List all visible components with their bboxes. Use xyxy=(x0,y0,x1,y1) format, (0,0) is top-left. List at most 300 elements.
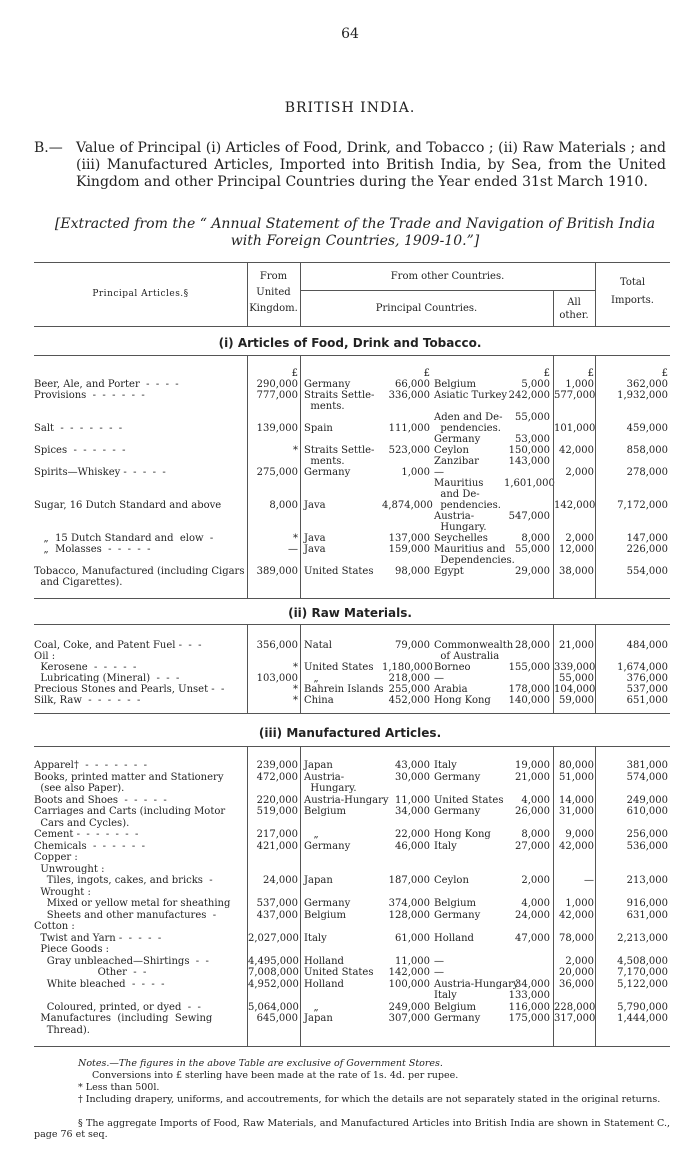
cell-tot: 256,000 xyxy=(626,829,668,840)
header-principal-articles: Principal Articles.§ xyxy=(92,289,189,299)
cell-v1: 1,000 xyxy=(401,467,430,478)
cell-uk: 437,000 xyxy=(256,909,298,921)
cell-v2: 175,000 xyxy=(508,1013,550,1024)
cell-art: Coal, Coke, and Patent Fuel - - - xyxy=(34,640,202,651)
cell-oth: 38,000 xyxy=(559,566,594,577)
cell-oth: 42,000 xyxy=(559,909,594,921)
cell-v1: 249,000 xyxy=(388,1001,430,1013)
currency-symbol: £ xyxy=(423,368,430,379)
cell-art: Coloured, printed, or dyed - - xyxy=(34,1001,201,1013)
cell-c1: Belgium xyxy=(304,909,346,921)
cell-v2: 29,000 xyxy=(515,566,550,577)
cell-tot: 1,674,000 xyxy=(617,662,668,673)
cell-art: Beer, Ale, and Porter - - - - xyxy=(34,379,179,390)
cell-v1: 4,874,000 xyxy=(382,500,433,511)
cell-art: Spices - - - - - - xyxy=(34,445,126,456)
cell-oth: 42,000 xyxy=(559,840,594,852)
cell-c2: Italy xyxy=(434,990,457,1001)
cell-v1: 128,000 xyxy=(388,909,430,921)
cell-uk: 4,495,000 xyxy=(248,955,299,967)
cell-oth: 339,000 xyxy=(554,662,596,673)
cell-c2: Hungary. xyxy=(434,522,487,533)
cell-uk: 519,000 xyxy=(256,806,298,817)
cell-art: Mixed or yellow metal for sheathing xyxy=(34,898,231,909)
cell-v2: 8,000 xyxy=(521,829,550,840)
cell-art: Cement - - - - - - - xyxy=(34,829,139,840)
cell-v2: 178,000 xyxy=(508,684,550,695)
cell-c2: Hong Kong xyxy=(434,695,491,706)
cell-c1: China xyxy=(304,695,334,706)
cell-v1: 187,000 xyxy=(388,875,430,886)
cell-c1: ments. xyxy=(304,456,345,467)
cell-c2: Zanzibar xyxy=(434,456,479,467)
cell-c2: Asiatic Turkey xyxy=(434,390,508,401)
cell-oth: 55,000 xyxy=(559,673,594,684)
cell-art: Wrought : xyxy=(34,886,91,898)
cell-uk: 777,000 xyxy=(256,390,298,401)
food-vr-1 xyxy=(247,355,248,598)
cell-c2: — xyxy=(434,955,444,967)
cell-art: Cotton : xyxy=(34,921,75,932)
cell-c1: Java xyxy=(304,500,326,511)
cell-oth: 14,000 xyxy=(559,794,594,806)
cell-c2: Seychelles xyxy=(434,533,488,544)
header-from-uk-2: United xyxy=(256,287,291,298)
cell-c2: Hong Kong xyxy=(434,829,491,840)
cell-tot: 1,444,000 xyxy=(617,1013,668,1024)
table-bottom-rule xyxy=(34,1046,670,1047)
cell-c2: Aden and De- xyxy=(434,412,503,423)
cell-c2: Arabia xyxy=(434,684,468,695)
cell-c1: „ xyxy=(304,673,319,684)
cell-art: Gray unbleached—Shirtings - - xyxy=(34,955,209,967)
currency-symbol: £ xyxy=(291,368,298,379)
currency-symbol: £ xyxy=(587,368,594,379)
cell-tot: 2,213,000 xyxy=(617,932,668,944)
cell-v2: 155,000 xyxy=(508,662,550,673)
cell-art: Tobacco, Manufactured (including Cigars xyxy=(34,566,245,577)
section-man-rule xyxy=(34,746,670,747)
cell-v2: 116,000 xyxy=(508,1001,550,1013)
cell-oth: 20,000 xyxy=(559,967,594,978)
cell-v2: 547,000 xyxy=(508,511,550,522)
header-principal-countries: Principal Countries. xyxy=(375,303,478,314)
cell-oth: 2,000 xyxy=(565,955,594,967)
man-vr-1 xyxy=(247,746,248,1046)
cell-oth: 317,000 xyxy=(554,1013,596,1024)
cell-art: White bleached - - - - xyxy=(34,978,165,990)
cell-tot: 651,000 xyxy=(626,695,668,706)
cell-c2: Belgium xyxy=(434,1001,476,1013)
header-total-1: Total xyxy=(619,277,646,288)
cell-v2: 55,000 xyxy=(515,412,550,423)
cell-c1: Holland xyxy=(304,978,344,990)
cell-tot: 376,000 xyxy=(626,673,668,684)
cell-v1: 46,000 xyxy=(395,840,430,852)
cell-uk: 7,008,000 xyxy=(248,967,299,978)
cell-art: Chemicals - - - - - - xyxy=(34,840,146,852)
cell-c1: Straits Settle- xyxy=(304,390,375,401)
cell-art: Unwrought : xyxy=(34,863,105,875)
cell-c2: Ceylon xyxy=(434,445,469,456)
cell-c1: United States xyxy=(304,967,374,978)
cell-uk: 24,000 xyxy=(263,875,298,886)
cell-c1: ments. xyxy=(304,401,345,412)
section-raw-title: (ii) Raw Materials. xyxy=(288,606,412,620)
cell-v1: 11,000 xyxy=(395,794,430,806)
cell-tot: 858,000 xyxy=(626,445,668,456)
intro-lead: B.— xyxy=(34,140,63,156)
header-top-rule xyxy=(34,262,670,263)
header-total-2: Imports. xyxy=(611,295,654,306)
cell-uk: 4,952,000 xyxy=(248,978,299,990)
cell-uk: 421,000 xyxy=(256,840,298,852)
cell-c1: Natal xyxy=(304,640,332,651)
cell-v1: 100,000 xyxy=(388,978,430,990)
cell-c2: Belgium xyxy=(434,379,476,390)
cell-v2: 242,000 xyxy=(508,390,550,401)
cell-c2: Ceylon xyxy=(434,875,469,886)
cell-v2: 27,000 xyxy=(515,840,550,852)
cell-c2: pendencies. xyxy=(434,500,501,511)
cell-v1: 61,000 xyxy=(395,932,430,944)
cell-tot: 554,000 xyxy=(626,566,668,577)
cell-uk: 290,000 xyxy=(256,379,298,390)
cell-v1: 43,000 xyxy=(395,760,430,771)
cell-c1: Japan xyxy=(304,1013,333,1024)
cell-uk: 2,027,000 xyxy=(248,932,299,944)
cell-oth: 80,000 xyxy=(559,760,594,771)
header-all-other-2: other. xyxy=(559,310,589,321)
cell-c2: Mauritius xyxy=(434,478,484,489)
cell-tot: 7,170,000 xyxy=(617,967,668,978)
cell-uk: * xyxy=(293,445,298,456)
cell-c2: Egypt xyxy=(434,566,464,577)
page-title: BRITISH INDIA. xyxy=(284,100,416,116)
cell-v1: 336,000 xyxy=(388,390,430,401)
cell-uk: 220,000 xyxy=(256,794,298,806)
cell-oth: 228,000 xyxy=(554,1001,596,1013)
cell-v1: 1,180,000 xyxy=(382,662,433,673)
header-mid-rule xyxy=(300,290,595,291)
cell-uk: * xyxy=(293,533,298,544)
cell-c2: Germany xyxy=(434,806,481,817)
cell-c2: Germany xyxy=(434,771,481,783)
cell-tot: 610,000 xyxy=(626,806,668,817)
intro-text: Value of Principal (i) Articles of Food, Drink, and Tobacco ; (ii) Raw Materials ; and (iii) Manufactured Articles, Imported into British India, by Sea, from the United Kingdom and other Principal Countries during the Year ended 31st March 1910. xyxy=(76,140,666,190)
note-2: * Less than 500l. xyxy=(78,1082,160,1093)
cell-c1: Germany xyxy=(304,467,351,478)
cell-uk: 103,000 xyxy=(256,673,298,684)
raw-vr-4 xyxy=(595,624,596,713)
cell-oth: 101,000 xyxy=(554,423,596,434)
cell-oth: 31,000 xyxy=(559,806,594,817)
source-note: [Extracted from the “ Annual Statement of the Trade and Navigation of British India with Foreign Countries, 1909-10.”] xyxy=(54,216,656,249)
cell-art: Tiles, ingots, cakes, and bricks - xyxy=(34,875,213,886)
cell-c1: Austria- xyxy=(304,771,345,783)
cell-c2: and De- xyxy=(434,489,480,500)
cell-v1: 218,000 xyxy=(388,673,430,684)
raw-vr-2 xyxy=(300,624,301,713)
cell-c1: Hungary. xyxy=(304,783,357,794)
cell-art: Other - - xyxy=(34,967,147,978)
cell-v2: 4,000 xyxy=(521,794,550,806)
cell-v2: 8,000 xyxy=(521,533,550,544)
cell-c1: Belgium xyxy=(304,806,346,817)
cell-art: Copper : xyxy=(34,852,78,863)
cell-v2: 55,000 xyxy=(515,544,550,555)
cell-c1: Java xyxy=(304,544,326,555)
cell-art: Provisions - - - - - - xyxy=(34,390,145,401)
cell-tot: 249,000 xyxy=(626,794,668,806)
cell-v2: 5,000 xyxy=(521,379,550,390)
cell-art: Carriages and Carts (including Motor xyxy=(34,806,226,817)
section-raw-rule xyxy=(34,624,670,625)
cell-tot: 147,000 xyxy=(626,533,668,544)
cell-c2: — xyxy=(434,467,444,478)
cell-c2: Belgium xyxy=(434,898,476,909)
cell-c1: Germany xyxy=(304,379,351,390)
cell-c2: — xyxy=(434,673,444,684)
cell-c2: Commonwealth xyxy=(434,640,514,651)
cell-v1: 142,000 xyxy=(388,967,430,978)
cell-c2: Germany xyxy=(434,434,481,445)
cell-art: Manufactures (including Sewing xyxy=(34,1013,213,1024)
header-bottom-rule xyxy=(34,326,670,327)
cell-c1: „ xyxy=(304,829,319,840)
cell-oth: 42,000 xyxy=(559,445,594,456)
cell-tot: 574,000 xyxy=(626,771,668,783)
cell-oth: 12,000 xyxy=(559,544,594,555)
man-vr-3 xyxy=(553,746,554,1046)
cell-c1: Holland xyxy=(304,955,344,967)
cell-c1: Bahrein Islands xyxy=(304,684,384,695)
cell-art: Books, printed matter and Stationery xyxy=(34,771,224,783)
cell-c2: Dependencies. xyxy=(434,555,515,566)
cell-v1: 137,000 xyxy=(388,533,430,544)
cell-c2: Holland xyxy=(434,932,474,944)
cell-c1: United States xyxy=(304,566,374,577)
cell-art: Precious Stones and Pearls, Unset - - xyxy=(34,684,225,695)
note-4: § The aggregate Imports of Food, Raw Materials, and Manufactured Articles into British India are shown in Statement C., page 76 et seq. xyxy=(34,1118,670,1140)
cell-c2: Austria-Hungary xyxy=(434,978,519,990)
cell-tot: 916,000 xyxy=(626,898,668,909)
cell-tot: 7,172,000 xyxy=(617,500,668,511)
cell-oth: 78,000 xyxy=(559,932,594,944)
cell-v1: 374,000 xyxy=(388,898,430,909)
man-vr-2 xyxy=(300,746,301,1046)
cell-v2: 28,000 xyxy=(515,640,550,651)
cell-c1: Spain xyxy=(304,423,333,434)
cell-tot: 226,000 xyxy=(626,544,668,555)
header-from-other: From other Countries. xyxy=(390,271,505,282)
note-0: Notes.—The figures in the above Table are exclusive of Government Stores. xyxy=(78,1058,443,1069)
cell-c1: Japan xyxy=(304,875,333,886)
intro-paragraph xyxy=(34,140,666,191)
cell-oth: 2,000 xyxy=(565,467,594,478)
cell-oth: 104,000 xyxy=(554,684,596,695)
cell-v2: 143,000 xyxy=(508,456,550,467)
cell-uk: * xyxy=(293,695,298,706)
cell-uk: 275,000 xyxy=(256,467,298,478)
section-food-title: (i) Articles of Food, Drink and Tobacco. xyxy=(218,336,482,350)
cell-uk: — xyxy=(288,544,298,555)
cell-c2: pendencies. xyxy=(434,423,501,434)
cell-v1: 452,000 xyxy=(388,695,430,706)
cell-c2: United States xyxy=(434,794,504,806)
header-from-uk-1: From xyxy=(259,271,288,282)
cell-v2: 53,000 xyxy=(515,434,550,445)
cell-uk: 645,000 xyxy=(256,1013,298,1024)
cell-uk: 8,000 xyxy=(269,500,298,511)
cell-v1: 307,000 xyxy=(388,1013,430,1024)
cell-v1: 22,000 xyxy=(395,829,430,840)
food-vr-2 xyxy=(300,355,301,598)
cell-v1: 11,000 xyxy=(395,955,430,967)
currency-symbol: £ xyxy=(661,368,668,379)
cell-v1: 79,000 xyxy=(395,640,430,651)
note-1: Conversions into £ sterling have been made at the rate of 1s. 4d. per rupee. xyxy=(92,1070,459,1081)
cell-v2: 26,000 xyxy=(515,806,550,817)
cell-art: Piece Goods : xyxy=(34,944,110,955)
cell-art: „ 15 Dutch Standard and elow - xyxy=(34,533,214,544)
note-3: † Including drapery, uniforms, and accoutrements, for which the details are not separately stated in the original returns. xyxy=(78,1094,661,1105)
cell-art: „ Molasses - - - - - xyxy=(34,544,151,555)
cell-uk: 356,000 xyxy=(256,640,298,651)
cell-v2: 19,000 xyxy=(515,760,550,771)
cell-c2: Austria- xyxy=(434,511,475,522)
cell-uk: 389,000 xyxy=(256,566,298,577)
raw-vr-1 xyxy=(247,624,248,713)
cell-uk: 217,000 xyxy=(256,829,298,840)
cell-tot: 631,000 xyxy=(626,909,668,921)
cell-art: Oil : xyxy=(34,651,56,662)
cell-tot: 537,000 xyxy=(626,684,668,695)
raw-vr-3 xyxy=(553,624,554,713)
food-vr-3 xyxy=(553,355,554,598)
cell-v2: 2,000 xyxy=(521,875,550,886)
cell-art: Kerosene - - - - - xyxy=(34,662,137,673)
cell-v1: 159,000 xyxy=(388,544,430,555)
cell-oth: 1,000 xyxy=(565,379,594,390)
cell-tot: 278,000 xyxy=(626,467,668,478)
cell-tot: 4,508,000 xyxy=(617,955,668,967)
cell-c1: Japan xyxy=(304,760,333,771)
cell-art: Twist and Yarn - - - - - xyxy=(34,932,162,944)
currency-symbol: £ xyxy=(543,368,550,379)
section-food-rule xyxy=(34,355,670,356)
cell-v1: 111,000 xyxy=(388,423,430,434)
cell-c2: Germany xyxy=(434,909,481,921)
cell-v1: 255,000 xyxy=(388,684,430,695)
cell-tot: 484,000 xyxy=(626,640,668,651)
cell-uk: 139,000 xyxy=(256,423,298,434)
cell-v1: 98,000 xyxy=(395,566,430,577)
man-vr-4 xyxy=(595,746,596,1046)
cell-v2: 133,000 xyxy=(508,990,550,1001)
cell-oth: 36,000 xyxy=(559,978,594,990)
cell-uk: 472,000 xyxy=(256,771,298,783)
cell-uk: 239,000 xyxy=(256,760,298,771)
cell-c1: Austria-Hungary xyxy=(304,794,389,806)
cell-art: Lubricating (Mineral) - - - xyxy=(34,673,180,684)
cell-tot: 362,000 xyxy=(626,379,668,390)
cell-c1: Straits Settle- xyxy=(304,445,375,456)
cell-uk: 537,000 xyxy=(256,898,298,909)
cell-tot: 459,000 xyxy=(626,423,668,434)
cell-c1: United States xyxy=(304,662,374,673)
cell-art: Silk, Raw - - - - - - xyxy=(34,695,141,706)
cell-art: (see also Paper). xyxy=(34,783,125,794)
cell-c1: Java xyxy=(304,533,326,544)
cell-c1: Germany xyxy=(304,898,351,909)
cell-c2: Borneo xyxy=(434,662,471,673)
section-raw-top-rule xyxy=(34,598,670,599)
cell-c1: Italy xyxy=(304,932,327,944)
cell-v2: 21,000 xyxy=(515,771,550,783)
cell-oth: 51,000 xyxy=(559,771,594,783)
cell-c2: — xyxy=(434,967,444,978)
section-manufactured-title: (iii) Manufactured Articles. xyxy=(258,726,442,740)
cell-uk: 5,064,000 xyxy=(248,1001,299,1013)
cell-oth: 1,000 xyxy=(565,898,594,909)
cell-uk: * xyxy=(293,684,298,695)
cell-v2: 4,000 xyxy=(521,898,550,909)
cell-art: Boots and Shoes - - - - - xyxy=(34,794,167,806)
cell-v2: 47,000 xyxy=(515,932,550,944)
cell-v1: 34,000 xyxy=(395,806,430,817)
cell-v2: 150,000 xyxy=(508,445,550,456)
cell-c2: Germany xyxy=(434,1013,481,1024)
cell-c2: Mauritius and xyxy=(434,544,506,555)
cell-tot: 5,122,000 xyxy=(617,978,668,990)
cell-oth: 9,000 xyxy=(565,829,594,840)
cell-v2: 34,000 xyxy=(515,978,550,990)
cell-art: Apparel† - - - - - - - xyxy=(34,760,148,771)
page-number: 64 xyxy=(341,26,359,42)
cell-c1: Germany xyxy=(304,840,351,852)
cell-oth: 142,000 xyxy=(554,500,596,511)
cell-c2: of Australia xyxy=(434,651,500,662)
cell-c2: Italy xyxy=(434,760,457,771)
cell-art: Cars and Cycles). xyxy=(34,817,130,829)
cell-v2: 24,000 xyxy=(515,909,550,921)
cell-v2: 1,601,000 xyxy=(504,478,555,489)
cell-art: Spirits—Whiskey - - - - - xyxy=(34,467,166,478)
header-all-other-1: All xyxy=(567,297,581,308)
cell-tot: 1,932,000 xyxy=(617,390,668,401)
cell-tot: 381,000 xyxy=(626,760,668,771)
cell-v1: 30,000 xyxy=(395,771,430,783)
cell-oth: — xyxy=(584,875,594,886)
cell-c1: „ xyxy=(304,1001,319,1013)
cell-oth: 2,000 xyxy=(565,533,594,544)
food-vr-4 xyxy=(595,355,596,598)
cell-v1: 523,000 xyxy=(388,445,430,456)
cell-uk: * xyxy=(293,662,298,673)
cell-art: Thread). xyxy=(34,1024,90,1036)
cell-c2: Italy xyxy=(434,840,457,852)
cell-art: and Cigarettes). xyxy=(34,577,123,588)
cell-v1: 66,000 xyxy=(395,379,430,390)
cell-art: Sheets and other manufactures - xyxy=(34,909,217,921)
cell-tot: 5,790,000 xyxy=(617,1001,668,1013)
cell-art: Salt - - - - - - - xyxy=(34,423,123,434)
cell-oth: 21,000 xyxy=(559,640,594,651)
cell-v2: 140,000 xyxy=(508,695,550,706)
cell-tot: 536,000 xyxy=(626,840,668,852)
section-man-top-rule xyxy=(34,713,670,714)
